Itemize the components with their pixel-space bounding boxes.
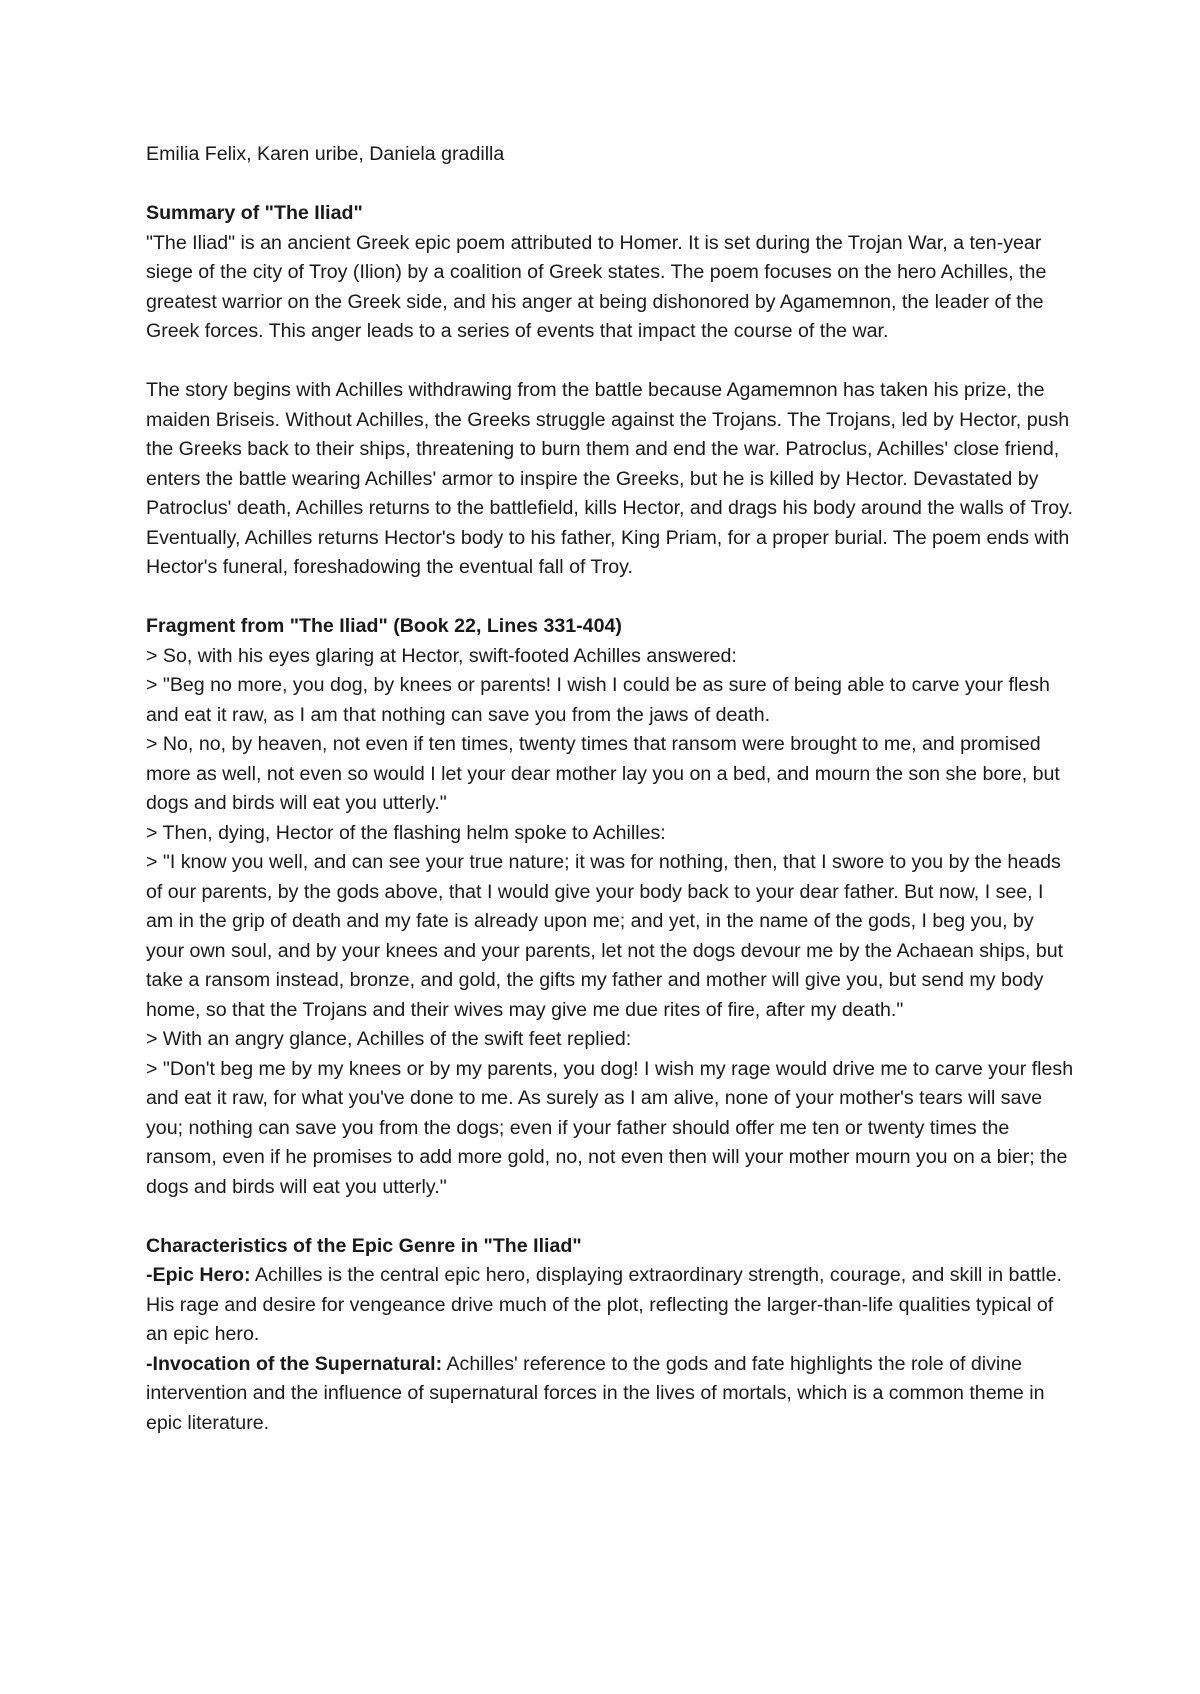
characteristic-text: Achilles is the central epic hero, displaying extraordinary strength, courage, and skill in battle. His rage and desire for vengeance drive much of the plot, reflecting the larger-than-life qualities typical of an epic hero. xyxy=(146,1264,1062,1345)
characteristic-label: -Invocation of the Supernatural: xyxy=(146,1352,443,1375)
fragment-line: > "I know you well, and can see your true nature; it was for nothing, then, that I swore to you by the heads of our parents, by the gods above, that I would give your body back to your dear father. But now, I see, I am in the grip of death and my fate is already upon me; and yet, in the name of the gods, I beg you, by your own soul, and by your knees and your parents, let not the dogs devour me by the Achaean ships, but take a ransom instead, bronze, and gold, the gifts my father and mother will give you, but send my body home, so that the Trojans and their wives may give me due rites of fire, after my death." xyxy=(146,851,1064,1021)
characteristic-text: Achilles' reference to the gods and fate highlights the role of divine intervention and the influence of supernatural forces in the lives of mortals, which is a common theme in epic literature. xyxy=(146,1352,1045,1434)
summary-paragraph-2: The story begins with Achilles withdrawing from the battle because Agamemnon has taken his prize, the maiden Briseis. Without Achilles, the Greeks struggle against the Trojans. The Trojans, led by Hector, push the Greeks back to their ships, threatening to burn them and end the war. Patroclus, Achilles' close friend, enters the battle wearing Achilles' armor to inspire the Greeks, but he is killed by Hector. Devastated by Patroclus' death, Achilles returns to the battlefield, kills Hector, and drags his body around the walls of Troy. Eventually, Achilles returns Hector's body to his father, King Priam, for a proper burial. The poem ends with Hector's funeral, foreshadowing the eventual fall of Troy. xyxy=(146,379,1073,578)
characteristics-heading: Characteristics of the Epic Genre in "The Iliad" xyxy=(146,1234,582,1257)
fragment-line: > With an angry glance, Achilles of the swift feet replied: xyxy=(146,1028,632,1050)
fragment-line: > "Beg no more, you dog, by knees or parents! I wish I could be as sure of being able to carve your flesh and eat it raw, as I am that nothing can save you from the jaws of death. xyxy=(146,674,1050,726)
characteristic-item-epic-hero xyxy=(146,1261,1076,1350)
fragment-line: > So, with his eyes glaring at Hector, swift-footed Achilles answered: xyxy=(146,644,737,667)
authors-line: Emilia Felix, Karen uribe, Daniela gradilla xyxy=(146,143,505,165)
fragment-line: > "Don't beg me by my knees or by my parents, you dog! I wish my rage would drive me to carve your flesh and eat it raw, for what you've done to me. As surely as I am alive, none of your mother's tears will save you; nothing can save you from the dogs; even if your father should offer me ten or twenty times the ransom, even if he promises to add more gold, no, not even then will your mother mourn you on a bier; the dogs and birds will eat you utterly." xyxy=(146,1057,1074,1198)
fragment-line: > No, no, by heaven, not even if ten times, twenty times that ransom were brought to me, and promised more as well, not even so would I let your dear mother lay you on a bed, and mourn the son she bore, but dogs and birds will eat you utterly." xyxy=(146,733,1060,814)
summary-paragraph-1: "The Iliad" is an ancient Greek epic poem attributed to Homer. It is set during the Trojan War, a ten-year siege of the city of Troy (Ilion) by a coalition of Greek states. The poem focuses on the hero Achilles, the greatest warrior on the Greek side, and his anger at being dishonored by Agamemnon, the leader of the Greek forces. This anger leads to a series of events that impact the course of the war. xyxy=(146,231,1047,342)
characteristic-item-supernatural xyxy=(146,1350,1076,1439)
fragment-heading: Fragment from "The Iliad" (Book 22, Lines 331-404) xyxy=(146,615,622,637)
characteristic-label: -Epic Hero: xyxy=(146,1264,251,1286)
document-page xyxy=(146,140,1076,1438)
fragment-line: > Then, dying, Hector of the flashing helm spoke to Achilles: xyxy=(146,821,666,844)
summary-heading: Summary of "The Iliad" xyxy=(146,202,363,224)
